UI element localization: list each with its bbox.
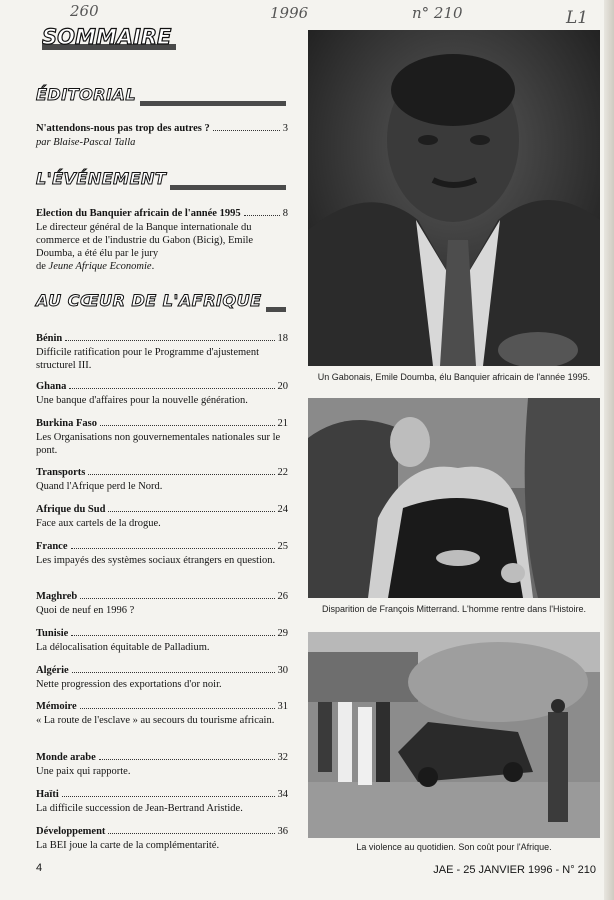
photo-caption: Disparition de François Mitterrand. L'homme rentre dans l'Histoire. <box>321 604 587 614</box>
toc-entry[interactable]: Haïti 34 La difficile succession de Jean-Bertrand Aristide. <box>36 789 288 814</box>
toc-entry[interactable]: Maghreb 26 Quoi de neuf en 1996 ? <box>36 591 288 616</box>
toc-entry[interactable]: Ghana 20 Une banque d'affaires pour la nouvelle génération. <box>36 381 288 406</box>
mitterrand-photo <box>308 398 600 598</box>
svg-text:SOMMAIRE: SOMMAIRE <box>42 25 172 49</box>
section-editorial <box>36 84 286 108</box>
byline: par Blaise-Pascal Talla <box>36 137 136 148</box>
section-title-evenement: L'ÉVÉNEMENT <box>36 168 170 190</box>
toc-entry[interactable]: Bénin 18 Difficile ratification pour le Programme d'ajustement structurel III. <box>36 333 288 371</box>
issue-info: JAE - 25 JANVIER 1996 - N° 210 <box>433 864 596 876</box>
portrait-photo <box>308 30 600 366</box>
photo-caption: La violence au quotidien. Son coût pour l'Afrique. <box>356 842 552 852</box>
page-title <box>42 22 176 52</box>
photo-caption: Un Gabonais, Emile Doumba, élu Banquier africain de l'année 1995. <box>317 372 591 382</box>
toc-entry[interactable]: Tunisie 29 La délocalisation équitable de Palladium. <box>36 628 288 653</box>
toc-entry-editorial[interactable]: N'attendons-nous pas trop des autres ? 3 par Blaise-Pascal Talla <box>36 123 288 148</box>
toc-entry[interactable]: Mémoire 31 « La route de l'esclave » au secours du tourisme africain. <box>36 701 288 726</box>
section-title-afrique: AU CŒUR DE L'AFRIQUE <box>36 290 266 312</box>
violence-photo <box>308 632 600 838</box>
toc-entry[interactable]: Développement 36 La BEI joue la carte de la complémentarité. <box>36 826 288 851</box>
section-title-editorial: ÉDITORIAL <box>36 84 140 106</box>
handwritten-note-3: n° 210 <box>412 4 463 22</box>
toc-entry-evenement[interactable]: Election du Banquier africain de l'année 1995 8 Le directeur général de la Banque internationale du commerce et de l'industrie du Gabon (Bicig), Emile Doumba, a été élu par le jury de Jeune Afrique Economie. <box>36 208 288 272</box>
page-number: 4 <box>36 862 43 874</box>
handwritten-note-4: L1 <box>566 8 589 28</box>
handwritten-note-1: 260 <box>70 2 99 20</box>
toc-entry[interactable]: Afrique du Sud 24 Face aux cartels de la drogue. <box>36 504 288 529</box>
toc-entry[interactable]: Transports 22 Quand l'Afrique perd le Nord. <box>36 467 288 492</box>
section-evenement <box>36 168 286 192</box>
toc-entry[interactable]: France 25 Les impayés des systèmes sociaux étrangers en question. <box>36 541 288 566</box>
page-edge <box>604 0 614 900</box>
toc-entry[interactable]: Monde arabe 32 Une paix qui rapporte. <box>36 752 288 777</box>
section-afrique <box>36 290 286 314</box>
toc-entry[interactable]: Algérie 30 Nette progression des exportations d'or noir. <box>36 665 288 690</box>
handwritten-note-2: 1996 <box>270 4 309 22</box>
toc-entry[interactable]: Burkina Faso 21 Les Organisations non gouvernementales nationales sur le pont. <box>36 418 288 456</box>
